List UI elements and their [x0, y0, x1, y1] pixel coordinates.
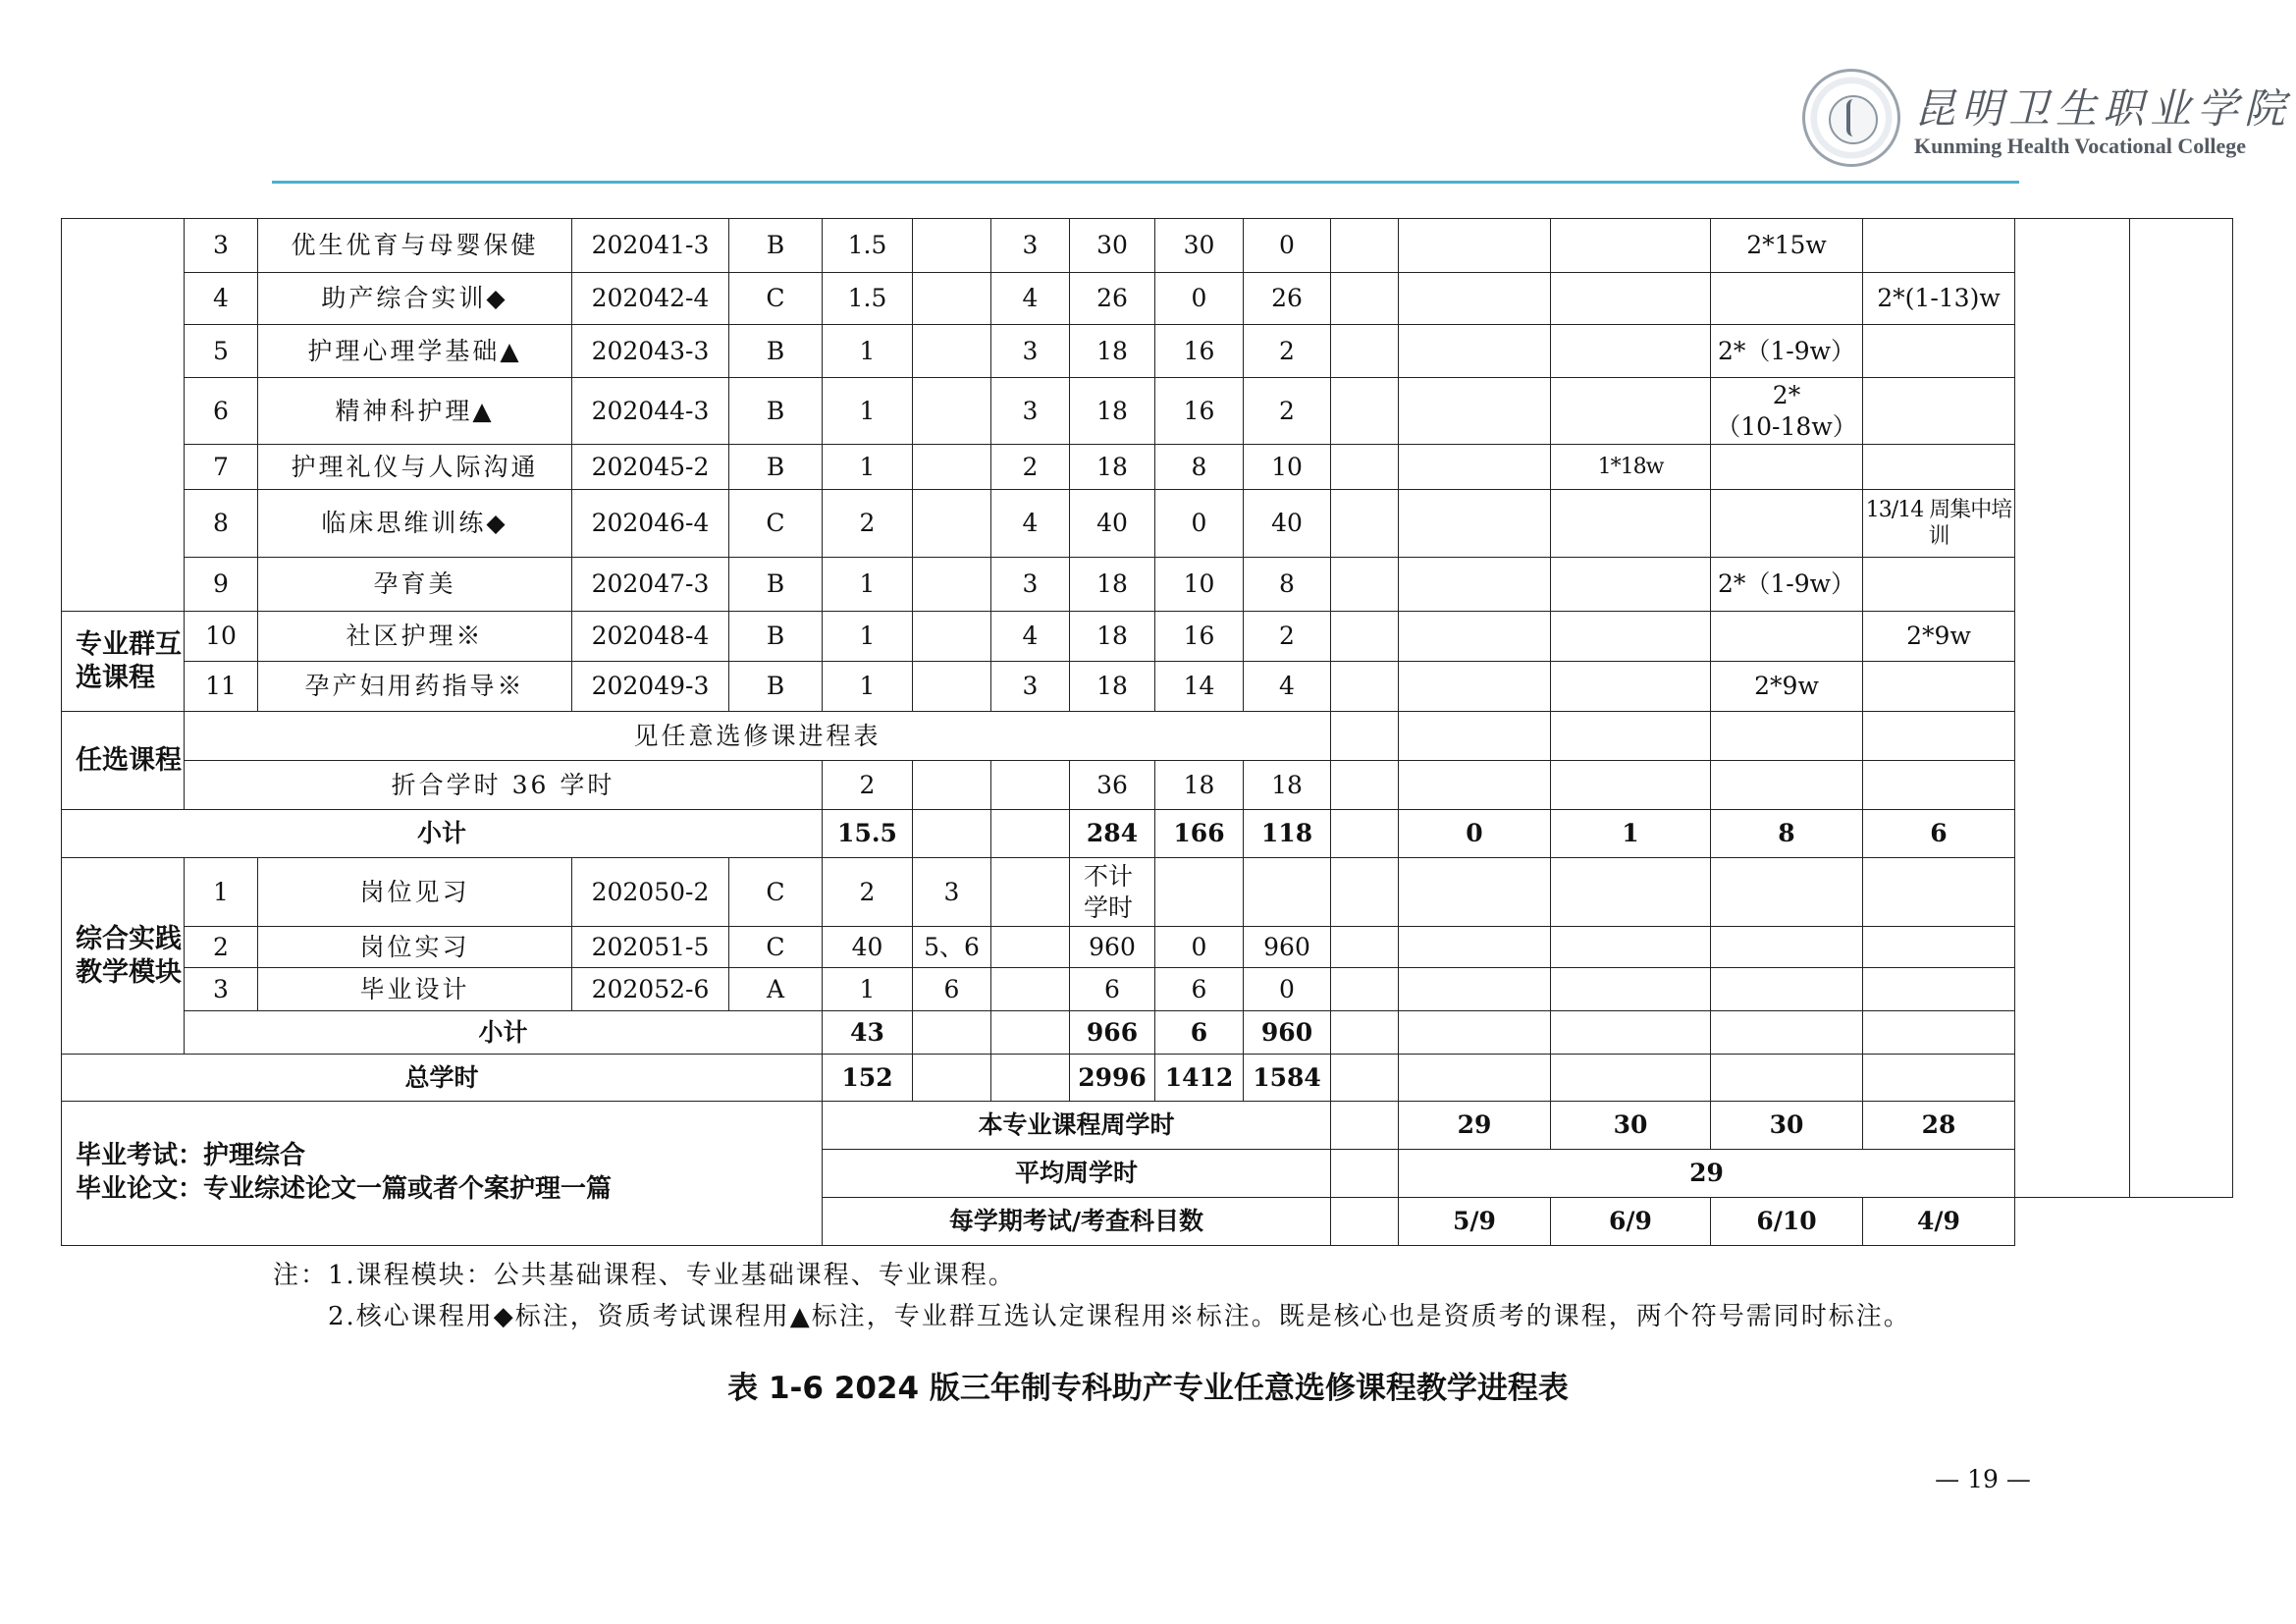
term-5: [1863, 968, 2015, 1011]
credit: 2: [823, 858, 913, 927]
credit: 40: [823, 927, 913, 968]
term-4: [1711, 1055, 1863, 1102]
group-mutual-elective: 专业群互选课程: [62, 612, 185, 712]
term-1: [1331, 810, 1399, 858]
table-row: [62, 968, 2233, 1011]
total-hours: 18: [1070, 662, 1155, 712]
credit: 1: [823, 612, 913, 662]
total-hours-line2: 学时: [1084, 893, 1134, 922]
term-4: [1711, 761, 1863, 810]
total-hours: [1070, 858, 1155, 927]
term-5: [1863, 219, 2015, 273]
term-3: [1551, 968, 1711, 1011]
term-4: 2*（1-9w）: [1711, 558, 1863, 612]
course-name: 临床思维训练◆: [258, 490, 572, 558]
table-row: [62, 858, 2233, 927]
note-line-1: 注：1.课程模块：公共基础课程、专业基础课程、专业课程。: [273, 1261, 1016, 1290]
exam-term: 5、6: [913, 927, 991, 968]
course-code: 202052-6: [572, 968, 729, 1011]
term-1: [1331, 1150, 1399, 1198]
term-1: [1331, 612, 1399, 662]
term-1: [1331, 325, 1399, 378]
term-4: [1711, 445, 1863, 490]
row-no: 5: [185, 325, 258, 378]
check-term: 3: [991, 325, 1070, 378]
row-no: 11: [185, 662, 258, 712]
term-3: [1551, 1011, 1711, 1055]
total-hours: 18: [1070, 378, 1155, 445]
course-code: 202049-3: [572, 662, 729, 712]
course-type: C: [729, 490, 823, 558]
term-5: [1863, 325, 2015, 378]
course-type: B: [729, 219, 823, 273]
check-term: 3: [991, 662, 1070, 712]
term-4: [1711, 858, 1863, 927]
serpent-staff-icon: [1846, 99, 1860, 136]
term-5: [1863, 445, 2015, 490]
total-hours: 40: [1070, 490, 1155, 558]
term-5: [1863, 1011, 2015, 1055]
term-3: [1551, 858, 1711, 927]
table-row: [62, 219, 2233, 273]
table-row: [62, 378, 2233, 445]
course-name: 孕产妇用药指导※: [258, 662, 572, 712]
practice-hours: 40: [1244, 490, 1331, 558]
exam-term: [913, 662, 991, 712]
term-3: [1551, 1055, 1711, 1102]
graduation-thesis: 毕业论文：专业综述论文一篇或者个案护理一篇: [76, 1174, 613, 1204]
term-1: [1331, 490, 1399, 558]
college-logo-seal: [1802, 69, 1900, 167]
table-row: [62, 927, 2233, 968]
check-term: 3: [991, 378, 1070, 445]
exam-count-label: 每学期考试/考查科目数: [823, 1198, 1331, 1246]
credit: 1.5: [823, 273, 913, 325]
subtotal-row: [62, 1011, 2233, 1055]
term-2: [1399, 858, 1551, 927]
practice-hours: 960: [1244, 1011, 1331, 1055]
term-5-line1: 13/14 周集中培: [1865, 497, 2012, 522]
term-2: [1399, 612, 1551, 662]
term-5: [1863, 712, 2015, 761]
theory-hours: 0: [1155, 273, 1244, 325]
term-1: [1331, 1102, 1399, 1150]
exam-term: [913, 325, 991, 378]
term-4: 2*9w: [1711, 662, 1863, 712]
credit: 2: [823, 490, 913, 558]
check-term: [991, 810, 1070, 858]
term-4: [1711, 273, 1863, 325]
remarks-column: [2130, 219, 2233, 1198]
subtotal-row: [62, 810, 2233, 858]
course-name: 护理礼仪与人际沟通: [258, 445, 572, 490]
course-type: B: [729, 662, 823, 712]
credit: 1: [823, 325, 913, 378]
exam-term: [913, 445, 991, 490]
total-hours: 966: [1070, 1011, 1155, 1055]
course-code: 202041-3: [572, 219, 729, 273]
term-1: [1331, 445, 1399, 490]
term-3: 6/9: [1551, 1198, 1711, 1246]
theory-hours: 30: [1155, 219, 1244, 273]
course-code: 202048-4: [572, 612, 729, 662]
check-term: [991, 858, 1070, 927]
course-name: 优生优育与母婴保健: [258, 219, 572, 273]
check-term: 4: [991, 273, 1070, 325]
practice-hours: 8: [1244, 558, 1331, 612]
term-3: [1551, 927, 1711, 968]
theory-hours: 8: [1155, 445, 1244, 490]
credit: 1: [823, 968, 913, 1011]
term-1: [1331, 378, 1399, 445]
subtotal-label: 小计: [185, 1011, 823, 1055]
exam-term: [913, 761, 991, 810]
term-1: [1331, 219, 1399, 273]
term-5: 4/9: [1863, 1198, 2015, 1246]
course-type: B: [729, 445, 823, 490]
total-hours: 2996: [1070, 1055, 1155, 1102]
practice-hours: 2: [1244, 612, 1331, 662]
row-no: 7: [185, 445, 258, 490]
theory-hours: 0: [1155, 927, 1244, 968]
term-5: [1863, 378, 2015, 445]
term-5: 2*(1-13)w: [1863, 273, 2015, 325]
total-hours: 18: [1070, 445, 1155, 490]
term-3: [1551, 761, 1711, 810]
term-2: [1399, 490, 1551, 558]
exam-term: [913, 558, 991, 612]
term-4: [1711, 712, 1863, 761]
course-type: A: [729, 968, 823, 1011]
exam-term: [913, 612, 991, 662]
avg-weekly-value: 29: [1399, 1150, 2015, 1198]
row-no: 8: [185, 490, 258, 558]
theory-hours: 14: [1155, 662, 1244, 712]
term-5-line2: 训: [1928, 524, 1949, 549]
credit: 1: [823, 662, 913, 712]
term-2: [1399, 1011, 1551, 1055]
page-number: — 19 —: [1935, 1465, 2031, 1493]
course-type: C: [729, 927, 823, 968]
term-5: 2*9w: [1863, 612, 2015, 662]
course-code: 202043-3: [572, 325, 729, 378]
term-2: [1399, 445, 1551, 490]
exam-term: [913, 1011, 991, 1055]
term-5: [1863, 927, 2015, 968]
graduation-requirements: [62, 1102, 823, 1246]
table-row: [62, 445, 2233, 490]
theory-hours: [1155, 858, 1244, 927]
exam-term: [913, 378, 991, 445]
note-line-2: 2.核心课程用◆标注，资质考试课程用▲标注，专业群互选认定课程用※标注。既是核心也是资质考的课程，两个符号需同时标注。: [328, 1302, 1911, 1331]
check-term: [991, 1055, 1070, 1102]
term-3: 1*18w: [1551, 445, 1711, 490]
term-4: 2*15w: [1711, 219, 1863, 273]
course-code: 202050-2: [572, 858, 729, 927]
table-row: [62, 273, 2233, 325]
term-2: [1399, 219, 1551, 273]
theory-hours: 18: [1155, 761, 1244, 810]
term-1: [1331, 273, 1399, 325]
elective-convert-label: 折合学时 36 学时: [185, 761, 823, 810]
table-row: [62, 712, 2233, 761]
term-2: [1399, 273, 1551, 325]
check-term: 4: [991, 612, 1070, 662]
course-name: 岗位见习: [258, 858, 572, 927]
term-3: [1551, 612, 1711, 662]
term-4: 30: [1711, 1102, 1863, 1150]
table-row: [62, 662, 2233, 712]
term-2: [1399, 378, 1551, 445]
term-5: [1863, 662, 2015, 712]
course-code: 202044-3: [572, 378, 729, 445]
term-5: [1863, 558, 2015, 612]
course-name: 毕业设计: [258, 968, 572, 1011]
credit: 15.5: [823, 810, 913, 858]
subtotal-label: 小计: [62, 810, 823, 858]
term-1: [1331, 761, 1399, 810]
theory-hours: 16: [1155, 378, 1244, 445]
term-1: [1331, 858, 1399, 927]
table-row: [62, 490, 2233, 558]
term-4: [1711, 612, 1863, 662]
check-term: [991, 1011, 1070, 1055]
course-schedule-table: [61, 218, 2233, 1246]
practice-hours: 2: [1244, 378, 1331, 445]
group-practice-module: 综合实践教学模块: [62, 858, 185, 1055]
credit: 1: [823, 378, 913, 445]
term-4: [1711, 968, 1863, 1011]
term-3: [1551, 490, 1711, 558]
term-1: [1331, 1055, 1399, 1102]
check-term: 2: [991, 445, 1070, 490]
term-4: [1711, 490, 1863, 558]
table-row: [62, 612, 2233, 662]
check-term: 4: [991, 490, 1070, 558]
term-2: [1399, 325, 1551, 378]
term-4: 6/10: [1711, 1198, 1863, 1246]
graduation-exam: 毕业考试：护理综合: [76, 1141, 306, 1171]
row-no: 10: [185, 612, 258, 662]
avg-weekly-label: 平均周学时: [823, 1150, 1331, 1198]
course-name: 社区护理※: [258, 612, 572, 662]
total-hours: 36: [1070, 761, 1155, 810]
exam-term: 3: [913, 858, 991, 927]
weekly-hours-row: [62, 1102, 2233, 1150]
term-4-line2: （10-18w）: [1716, 411, 1857, 441]
total-label: 总学时: [62, 1055, 823, 1102]
course-type: B: [729, 558, 823, 612]
theory-hours: 16: [1155, 325, 1244, 378]
term-3: [1551, 219, 1711, 273]
term-5: 6: [1863, 810, 2015, 858]
course-name: 精神科护理▲: [258, 378, 572, 445]
practice-hours: 0: [1244, 968, 1331, 1011]
term-2: [1399, 927, 1551, 968]
term-4: [1711, 1011, 1863, 1055]
practice-hours: 1584: [1244, 1055, 1331, 1102]
check-term: [991, 927, 1070, 968]
total-hours: 26: [1070, 273, 1155, 325]
practice-hours: 18: [1244, 761, 1331, 810]
row-no: 4: [185, 273, 258, 325]
table-row: [62, 761, 2233, 810]
total-hours: 284: [1070, 810, 1155, 858]
term-2: [1399, 712, 1551, 761]
course-code: 202047-3: [572, 558, 729, 612]
row-no: 3: [185, 968, 258, 1011]
total-hours: 960: [1070, 927, 1155, 968]
practice-hours: 0: [1244, 219, 1331, 273]
practice-hours: 4: [1244, 662, 1331, 712]
weekly-hours-label: 本专业课程周学时: [823, 1102, 1331, 1150]
exam-term: [913, 273, 991, 325]
course-name: 护理心理学基础▲: [258, 325, 572, 378]
elective-note: 见任意选修课进程表: [185, 712, 1331, 761]
total-hours-line1: 不计: [1084, 862, 1134, 892]
group-cell-empty: [62, 219, 185, 612]
term-5: [1863, 1055, 2015, 1102]
term-5: [1863, 490, 2015, 558]
practice-hours: 26: [1244, 273, 1331, 325]
term-2: [1399, 968, 1551, 1011]
course-code: 202042-4: [572, 273, 729, 325]
row-no: 9: [185, 558, 258, 612]
theory-hours: 166: [1155, 810, 1244, 858]
term-3: [1551, 558, 1711, 612]
check-term: 3: [991, 558, 1070, 612]
term-3: 30: [1551, 1102, 1711, 1150]
credit: 2: [823, 761, 913, 810]
term-5: [1863, 761, 2015, 810]
exam-term: [913, 810, 991, 858]
table-caption: 表 1-6 2024 版三年制专科助产专业任意选修课程教学进程表: [727, 1371, 1569, 1406]
theory-hours: 10: [1155, 558, 1244, 612]
check-term: [991, 761, 1070, 810]
practice-hours: 10: [1244, 445, 1331, 490]
exam-term: [913, 1055, 991, 1102]
table-row: [62, 558, 2233, 612]
exam-term: 6: [913, 968, 991, 1011]
total-hours: 18: [1070, 612, 1155, 662]
term-3: [1551, 662, 1711, 712]
term-4: [1711, 378, 1863, 445]
theory-hours: 6: [1155, 968, 1244, 1011]
term-2: 29: [1399, 1102, 1551, 1150]
term-2: 5/9: [1399, 1198, 1551, 1246]
term-3: [1551, 273, 1711, 325]
total-hours: 30: [1070, 219, 1155, 273]
row-no: 3: [185, 219, 258, 273]
credit: 43: [823, 1011, 913, 1055]
check-term: 3: [991, 219, 1070, 273]
term-1: [1331, 1198, 1399, 1246]
term-1: [1331, 1011, 1399, 1055]
header-divider: [272, 181, 2019, 184]
course-code: 202046-4: [572, 490, 729, 558]
total-hours: 18: [1070, 558, 1155, 612]
credit: 152: [823, 1055, 913, 1102]
check-term: [991, 968, 1070, 1011]
row-no: 6: [185, 378, 258, 445]
theory-hours: 1412: [1155, 1055, 1244, 1102]
term-4: 8: [1711, 810, 1863, 858]
practice-hours: 960: [1244, 927, 1331, 968]
course-code: 202045-2: [572, 445, 729, 490]
term-1: [1331, 558, 1399, 612]
course-name: 孕育美: [258, 558, 572, 612]
credit: 1: [823, 558, 913, 612]
term-2: [1399, 662, 1551, 712]
school-name-en: Kunming Health Vocational College: [1914, 134, 2246, 158]
term-3: [1551, 325, 1711, 378]
theory-hours: 6: [1155, 1011, 1244, 1055]
exam-term: [913, 219, 991, 273]
term-1: [1331, 712, 1399, 761]
course-type: C: [729, 273, 823, 325]
term-2: [1399, 558, 1551, 612]
credit: 1.5: [823, 219, 913, 273]
course-name: 助产综合实训◆: [258, 273, 572, 325]
term-4-line1: 2*: [1772, 381, 1801, 410]
row-no: 1: [185, 858, 258, 927]
course-type: C: [729, 858, 823, 927]
term-1: [1331, 927, 1399, 968]
practice-hours: 2: [1244, 325, 1331, 378]
course-type: B: [729, 612, 823, 662]
term-3: 1: [1551, 810, 1711, 858]
term-1: [1331, 662, 1399, 712]
term-2: 0: [1399, 810, 1551, 858]
theory-hours: 16: [1155, 612, 1244, 662]
term-4: [1711, 927, 1863, 968]
total-hours: 6: [1070, 968, 1155, 1011]
course-code: 202051-5: [572, 927, 729, 968]
course-name: 岗位实习: [258, 927, 572, 968]
school-name-cn: 昆明卫生职业学院: [1914, 84, 2292, 133]
credit: 1: [823, 445, 913, 490]
term-5: [1863, 858, 2015, 927]
course-type: B: [729, 378, 823, 445]
term-2: [1399, 761, 1551, 810]
term-2: [1399, 1055, 1551, 1102]
total-hours: 18: [1070, 325, 1155, 378]
total-row: [62, 1055, 2233, 1102]
practice-hours: 118: [1244, 810, 1331, 858]
term-1: [1331, 968, 1399, 1011]
row-no: 2: [185, 927, 258, 968]
term-4: 2*（1-9w）: [1711, 325, 1863, 378]
term-6-column: [2015, 219, 2130, 1198]
table-row: [62, 325, 2233, 378]
course-type: B: [729, 325, 823, 378]
theory-hours: 0: [1155, 490, 1244, 558]
practice-hours: [1244, 858, 1331, 927]
term-5: 28: [1863, 1102, 2015, 1150]
group-free-elective: 任选课程: [62, 712, 185, 810]
term-3: [1551, 712, 1711, 761]
exam-term: [913, 490, 991, 558]
term-3: [1551, 378, 1711, 445]
